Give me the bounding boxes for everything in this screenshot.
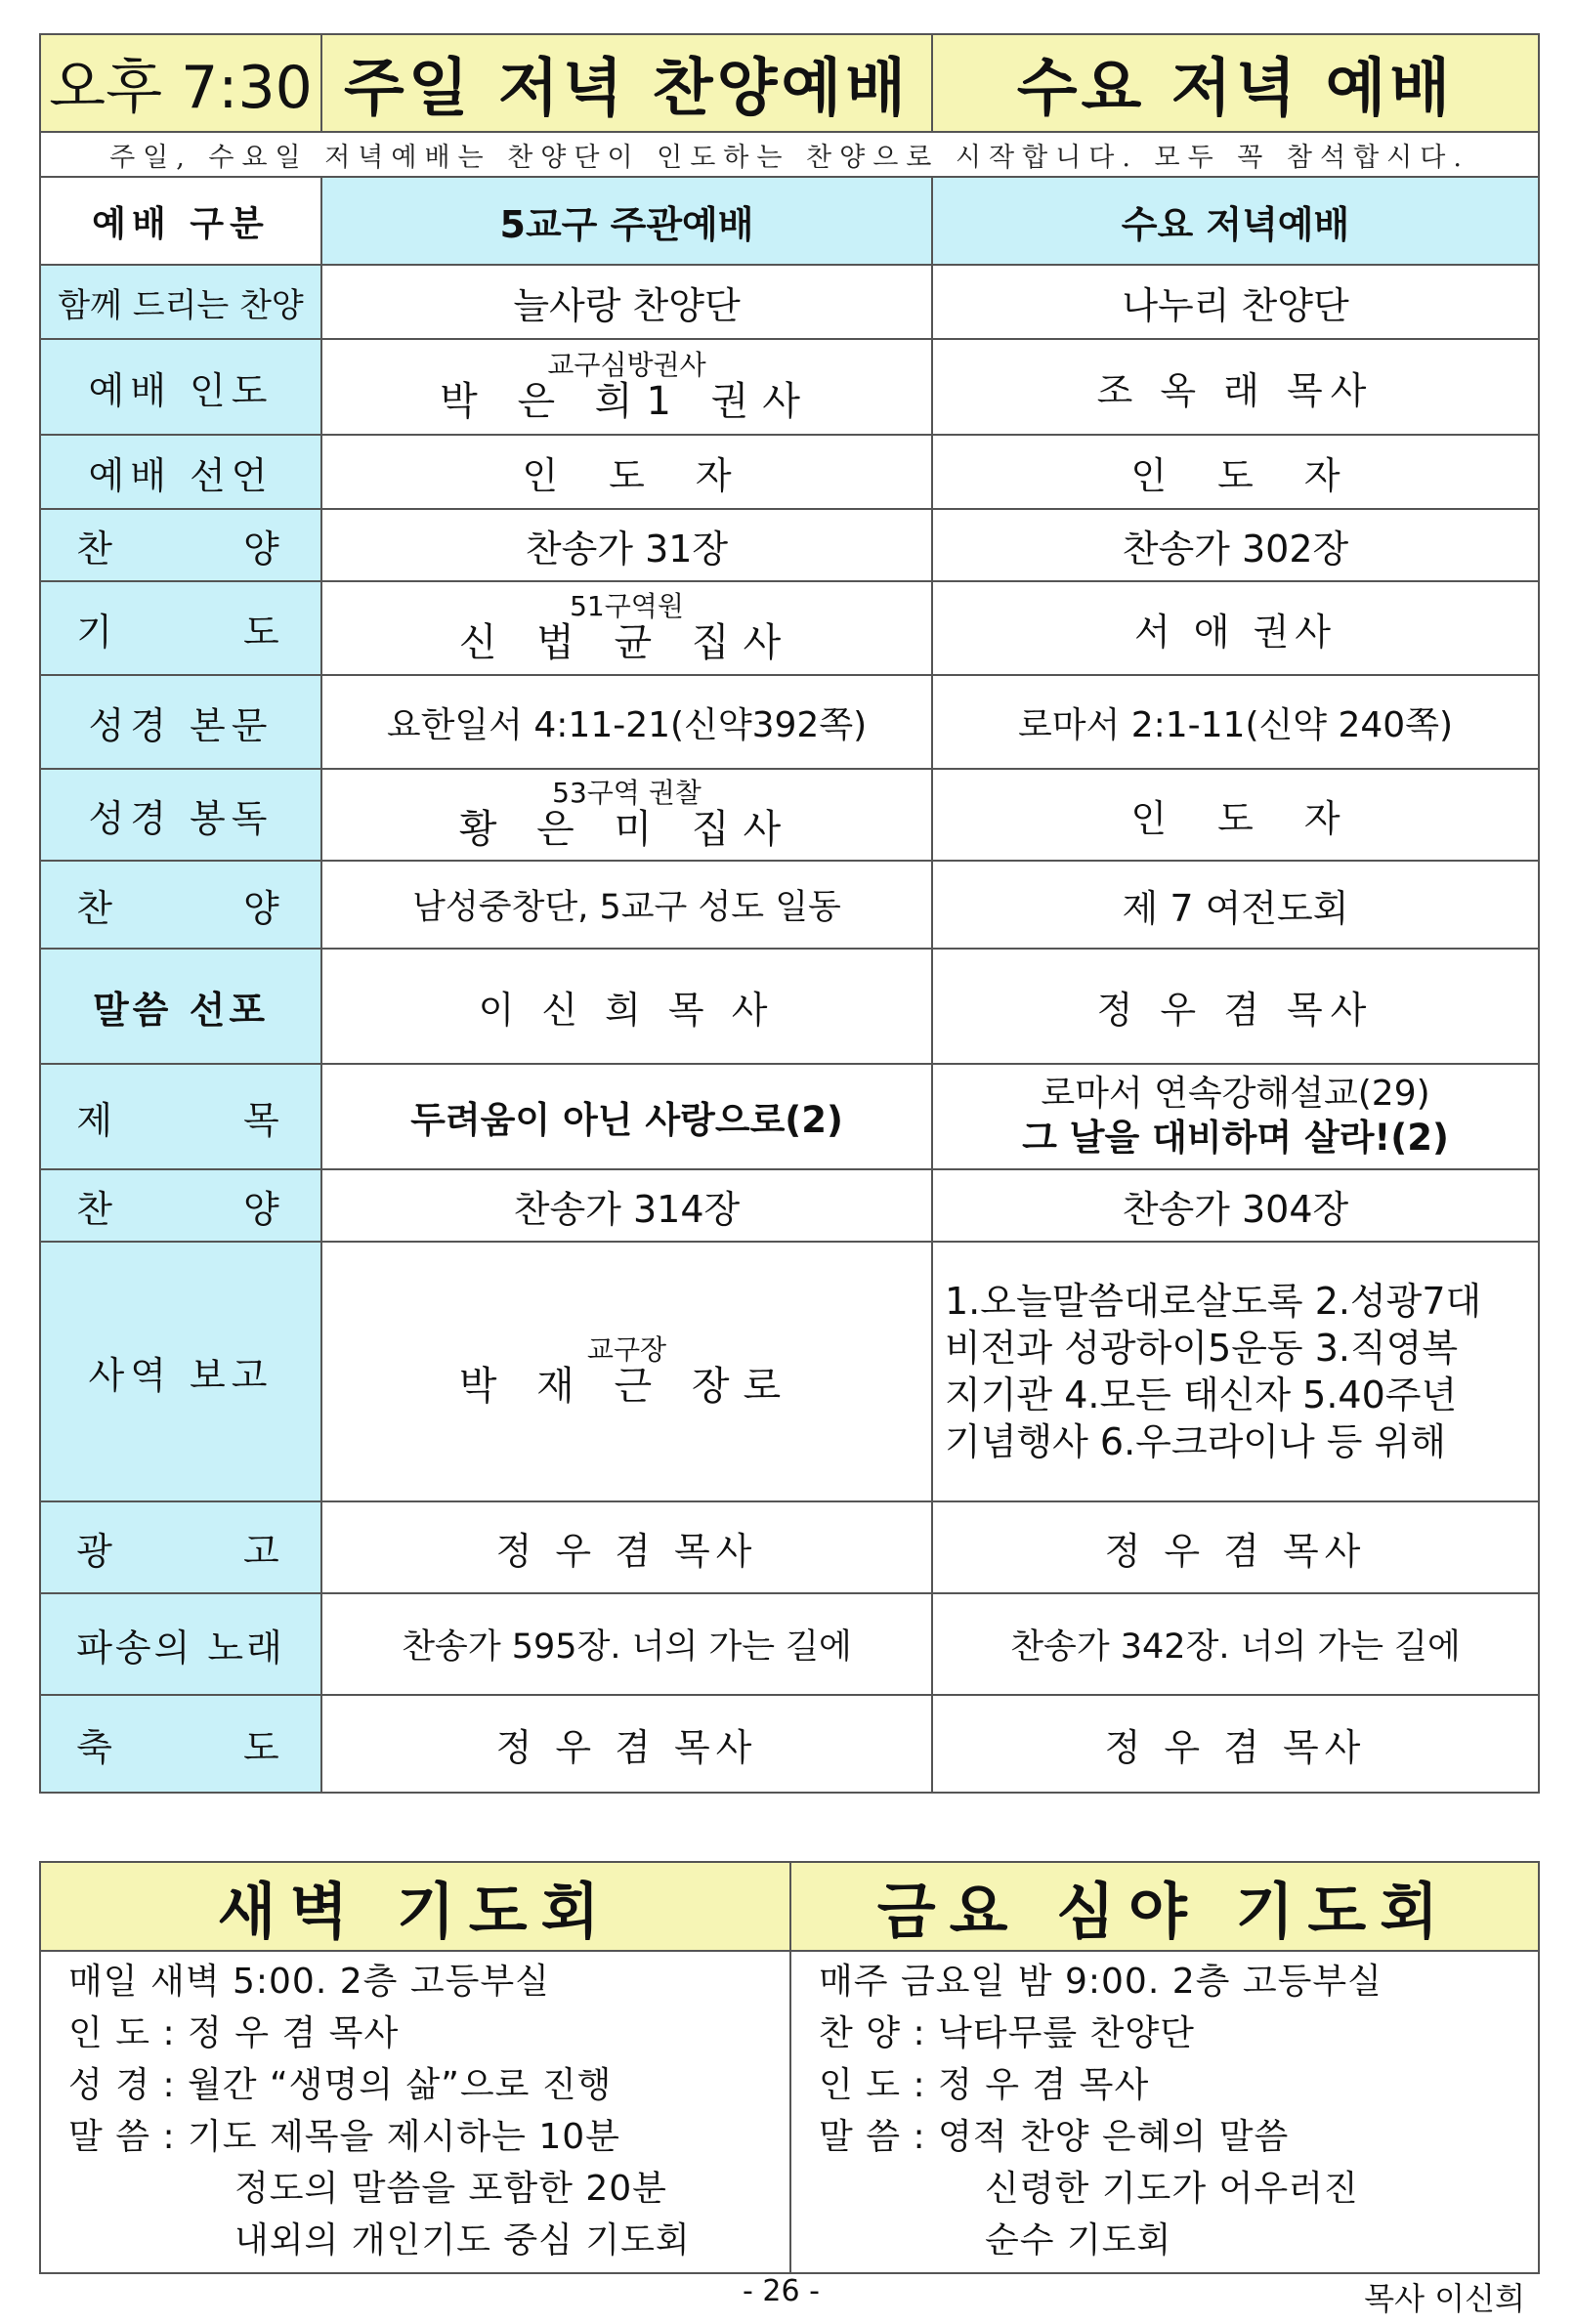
table-row <box>40 339 1539 435</box>
row-label: 파송의 노래 <box>40 1593 321 1695</box>
dawn-prayer-line: 정도의 말씀을 포함한 20분 <box>234 2169 667 2209</box>
table-row <box>40 1169 1539 1242</box>
dawn-prayer-line: 내외의 개인기도 중심 기도회 <box>234 2220 691 2261</box>
worship-schedule-table <box>39 33 1540 1794</box>
friday-prayer-line: 인 도 : 정 우 겸 목사 <box>819 2065 1150 2105</box>
friday-prayer-line: 찬 양 : 낙타무릎 찬양단 <box>819 2013 1195 2053</box>
sunday-cell: 요한일서 4:11-21(신약392쪽) <box>321 675 932 769</box>
page-author: 목사 이신희 <box>1364 2280 1525 2317</box>
sunday-cell: 늘사랑 찬양단 <box>321 265 932 339</box>
sunday-cell <box>321 339 932 435</box>
wednesday-cell: 찬송가 304장 <box>932 1169 1539 1242</box>
sunday-service-title: 주일 저녁 찬양예배 <box>321 34 932 132</box>
sunday-cell: 정 우 겸 목사 <box>321 1501 932 1593</box>
service-time: 오후 7:30 <box>40 34 321 132</box>
wednesday-cell: 로마서 2:1-11(신약 240쪽) <box>932 675 1539 769</box>
row-label: 광 고 <box>40 1501 321 1593</box>
row-label: 찬 양 <box>40 1169 321 1242</box>
table-row <box>40 265 1539 339</box>
row-label: 축 도 <box>40 1695 321 1793</box>
row-label: 함께 드리는 찬양 <box>40 265 321 339</box>
sunday-cell: 남성중창단, 5교구 성도 일동 <box>321 861 932 949</box>
column-header-row <box>40 177 1539 265</box>
table-row <box>40 1695 1539 1793</box>
sunday-cell: 인 도 자 <box>321 435 932 509</box>
wednesday-cell: 정 우 겸 목사 <box>932 1501 1539 1593</box>
ministry-report-line: 비전과 성광하이5운동 3.직영복 <box>945 1327 1459 1370</box>
row-label: 기 도 <box>40 581 321 675</box>
friday-prayer-details <box>790 1951 1539 2273</box>
table-row <box>40 435 1539 509</box>
table-row <box>40 861 1539 949</box>
sunday-cell-note: 51구역원 <box>570 590 684 622</box>
sunday-cell: 이 신 희 목 사 <box>321 949 932 1064</box>
sunday-cell-name: 박 재 근 장로 <box>458 1364 795 1409</box>
sunday-cell <box>321 769 932 861</box>
wednesday-cell: 찬송가 302장 <box>932 509 1539 581</box>
wednesday-cell: 제 7 여전도회 <box>932 861 1539 949</box>
row-label: 제 목 <box>40 1064 321 1169</box>
column-header-wednesday: 수요 저녁예배 <box>932 177 1539 265</box>
row-label: 사역 보고 <box>40 1242 321 1501</box>
table-row <box>40 1064 1539 1169</box>
sunday-cell-note: 교구심방권사 <box>547 349 706 381</box>
ministry-report-line: 기념행사 6.우크라이나 등 위해 <box>945 1420 1446 1463</box>
sunday-cell-name: 황 은 미 집사 <box>458 807 795 852</box>
dawn-prayer-details <box>40 1951 790 2273</box>
wednesday-service-title: 수요 저녁 예배 <box>932 34 1539 132</box>
wednesday-cell: 나누리 찬양단 <box>932 265 1539 339</box>
sunday-cell-note: 교구장 <box>586 1333 667 1366</box>
dawn-prayer-line: 말 씀 : 기도 제목을 제시하는 10분 <box>68 2117 620 2157</box>
row-label: 찬 양 <box>40 861 321 949</box>
sunday-cell <box>321 581 932 675</box>
wednesday-cell: 인 도 자 <box>932 435 1539 509</box>
table-row <box>40 1242 1539 1501</box>
wednesday-cell: 정 우 겸 목사 <box>932 949 1539 1064</box>
sunday-cell-name: 박 은 희1 권사 <box>440 379 814 424</box>
dawn-prayer-line: 매일 새벽 5:00. 2층 고등부실 <box>68 1962 550 2002</box>
table-row <box>40 509 1539 581</box>
sunday-cell: 찬송가 595장. 너의 가는 길에 <box>321 1593 932 1695</box>
wednesday-cell <box>932 1064 1539 1169</box>
table-row <box>40 675 1539 769</box>
wednesday-cell: 조 옥 래 목사 <box>932 339 1539 435</box>
ministry-report-line: 지기관 4.모든 태신자 5.40주년 <box>945 1373 1458 1416</box>
prayer-meeting-table <box>39 1861 1540 2274</box>
column-header-sunday: 5교구 주관예배 <box>321 177 932 265</box>
page-number: - 26 - <box>743 2274 820 2308</box>
friday-prayer-line: 신령한 기도가 어우러진 <box>985 2169 1359 2209</box>
sunday-cell: 정 우 겸 목사 <box>321 1695 932 1793</box>
sunday-cell-name: 신 법 균 집사 <box>458 620 795 665</box>
sunday-cell: 찬송가 314장 <box>321 1169 932 1242</box>
wednesday-cell: 서 애 권사 <box>932 581 1539 675</box>
friday-prayer-line: 매주 금요일 밤 9:00. 2층 고등부실 <box>819 1962 1383 2002</box>
prayer-title-row <box>40 1862 1539 1951</box>
table-row <box>40 581 1539 675</box>
friday-prayer-line: 순수 기도회 <box>985 2220 1172 2261</box>
dawn-prayer-title: 새벽 기도회 <box>40 1862 790 1951</box>
wednesday-cell-title: 그 날을 대비하며 살라!(2) <box>1022 1117 1449 1159</box>
row-label: 예배 인도 <box>40 339 321 435</box>
prayer-body-row <box>40 1951 1539 2273</box>
sunday-cell-note: 53구역 권찰 <box>552 777 702 809</box>
ministry-report-list <box>932 1242 1539 1501</box>
friday-prayer-line: 말 씀 : 영적 찬양 은혜의 말씀 <box>819 2117 1290 2157</box>
sunday-cell: 찬송가 31장 <box>321 509 932 581</box>
notice-row <box>40 132 1539 177</box>
row-label: 찬 양 <box>40 509 321 581</box>
wednesday-cell: 인 도 자 <box>932 769 1539 861</box>
wednesday-cell: 정 우 겸 목사 <box>932 1695 1539 1793</box>
title-row <box>40 34 1539 132</box>
wednesday-cell-note: 로마서 연속강해설교(29) <box>1041 1074 1430 1114</box>
ministry-report-line: 1.오늘말씀대로살도록 2.성광7대 <box>945 1280 1482 1323</box>
table-row <box>40 1501 1539 1593</box>
sunday-cell <box>321 1242 932 1501</box>
dawn-prayer-line: 인 도 : 정 우 겸 목사 <box>68 2013 400 2053</box>
table-row <box>40 769 1539 861</box>
row-label: 예배 선언 <box>40 435 321 509</box>
dawn-prayer-line: 성 경 : 월간 “생명의 삶”으로 진행 <box>68 2065 613 2105</box>
row-label: 말씀 선포 <box>40 949 321 1064</box>
notice-text: 주일, 수요일 저녁예배는 찬양단이 인도하는 찬양으로 시작합니다. 모두 꼭 참석합시다. <box>40 132 1539 177</box>
table-row <box>40 949 1539 1064</box>
row-label: 성경 본문 <box>40 675 321 769</box>
wednesday-cell: 찬송가 342장. 너의 가는 길에 <box>932 1593 1539 1695</box>
column-header-label: 예배 구분 <box>40 177 321 265</box>
friday-prayer-title: 금요 심야 기도회 <box>790 1862 1539 1951</box>
row-label: 성경 봉독 <box>40 769 321 861</box>
sunday-cell: 두려움이 아닌 사랑으로(2) <box>321 1064 932 1169</box>
table-row <box>40 1593 1539 1695</box>
